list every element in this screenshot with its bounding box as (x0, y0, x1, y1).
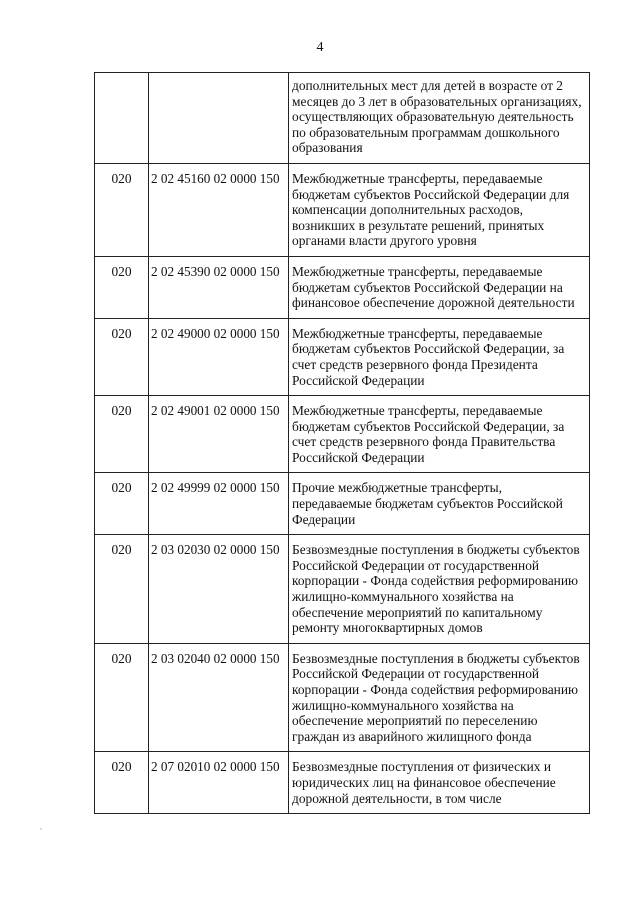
admin-code-cell (95, 73, 149, 164)
revenue-codes-table (94, 72, 590, 814)
table-row (95, 535, 590, 644)
description-cell: Безвозмездные поступления от физических и юридических лиц на финансовое обеспечение дорожной деятельности, в том числе (289, 752, 590, 814)
admin-code-cell: 020 (95, 643, 149, 752)
description-cell: Межбюджетные трансферты, передаваемые бюджетам субъектов Российской Федерации, за счет средств резервного фонда Правительства Российской Федерации (289, 396, 590, 473)
description-cell: Межбюджетные трансферты, передаваемые бюджетам субъектов Российской Федерации на финансовое обеспечение дорожной деятельности (289, 256, 590, 318)
table-row (95, 643, 590, 752)
budget-code-cell: 2 02 45390 02 0000 150 (149, 256, 289, 318)
table-row (95, 73, 590, 164)
scan-speck (40, 828, 42, 830)
table-row (95, 318, 590, 395)
admin-code-cell: 020 (95, 535, 149, 644)
budget-code-cell: 2 02 49000 02 0000 150 (149, 318, 289, 395)
admin-code-cell: 020 (95, 752, 149, 814)
admin-code-cell: 020 (95, 163, 149, 256)
budget-code-cell (149, 73, 289, 164)
description-cell: Прочие межбюджетные трансферты, передаваемые бюджетам субъектов Российской Федерации (289, 473, 590, 535)
budget-code-cell: 2 02 45160 02 0000 150 (149, 163, 289, 256)
budget-code-cell: 2 03 02040 02 0000 150 (149, 643, 289, 752)
admin-code-cell: 020 (95, 396, 149, 473)
description-cell: Безвозмездные поступления в бюджеты субъектов Российской Федерации от государственной корпорации - Фонда содействия реформированию жилищно-коммунального хозяйства на обеспечение мероприятий по переселению граждан из аварийного жилищного фонда (289, 643, 590, 752)
description-cell: Безвозмездные поступления в бюджеты субъектов Российской Федерации от государственной корпорации - Фонда содействия реформированию жилищно-коммунального хозяйства на обеспечение мероприятий по капитальному ремонту многоквартирных домов (289, 535, 590, 644)
table-row (95, 256, 590, 318)
admin-code-cell: 020 (95, 256, 149, 318)
budget-code-cell: 2 02 49001 02 0000 150 (149, 396, 289, 473)
description-cell: Межбюджетные трансферты, передаваемые бюджетам субъектов Российской Федерации, за счет средств резервного фонда Президента Российской Федерации (289, 318, 590, 395)
description-cell: Межбюджетные трансферты, передаваемые бюджетам субъектов Российской Федерации для компенсации дополнительных расходов, возникших в результате решений, принятых органами власти другого уровня (289, 163, 590, 256)
budget-code-cell: 2 03 02030 02 0000 150 (149, 535, 289, 644)
table-row (95, 396, 590, 473)
admin-code-cell: 020 (95, 318, 149, 395)
page-number: 4 (316, 40, 324, 55)
table-row (95, 163, 590, 256)
admin-code-cell: 020 (95, 473, 149, 535)
budget-code-cell: 2 07 02010 02 0000 150 (149, 752, 289, 814)
table-row (95, 473, 590, 535)
table-row (95, 752, 590, 814)
budget-code-cell: 2 02 49999 02 0000 150 (149, 473, 289, 535)
description-cell: дополнительных мест для детей в возрасте от 2 месяцев до 3 лет в образовательных организациях, осуществляющих образовательную деятельность по образовательным программам дошкольного образования (289, 73, 590, 164)
